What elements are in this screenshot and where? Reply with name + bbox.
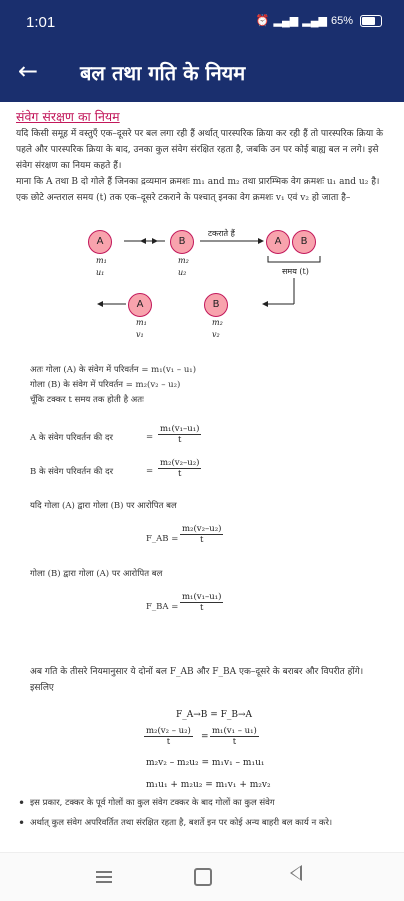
eq-right-num: m₁(v₁ – u₁) [212,726,257,736]
system-nav-bar [0,852,404,901]
eq-left-den: t [166,737,171,747]
arrow-b-head [140,238,146,244]
back-arrow-icon[interactable]: ← [18,57,39,85]
rate-b-fraction [158,458,201,479]
bullet-1: • इस प्रकार, टक्कर के पूर्व गोलों का कुल संवेग टक्कर के बाद गोलों का कुल संवेग [30,795,380,811]
fab-num: m₂(v₂–u₂) [182,524,222,534]
ball-a-collide: A [266,230,290,254]
label-u2: u₂ [178,268,187,277]
collision-diagram [0,220,404,450]
section-heading: संवेग संरक्षण का नियम [16,109,120,124]
battery-icon [360,15,382,27]
label-collide: टकराते हैं [208,229,235,238]
battery-percent: 65% [330,14,353,27]
rate-b-den: t [178,469,182,479]
paragraph-1: यदि किसी समूह में वस्तुएँ एक–दूसरे पर बल लगा रही हैं अर्थात् पारस्परिक क्रिया कर रही हैं तो पारस्परिक क्रिया के पहले और पारस्परिक क्रिया के बाद, उनका कुल संवेग संरक्षित रहता है, जबकि उन पर कोई बाह्य बल न लगे। इसे संवेग संरक्षण का नियम कहते हैं। [16,129,384,171]
eq-expanded: m₂v₂ – m₂u₂ = m₁v₁ – m₁u₁ [146,758,265,768]
page-title: बल तथा गति के नियम [80,61,246,85]
alarm-icon: ⏰ [255,15,270,27]
fab-fraction [180,524,223,545]
rate-a-label: A के संवेग परिवर्तन की दर [30,433,113,443]
ball-b-after: B [204,293,228,317]
label-time: समय (t) [282,267,309,276]
home-icon[interactable] [194,868,212,886]
recent-apps-icon[interactable] [96,871,112,886]
fba-den: t [200,603,204,613]
status-time: 1:01 [26,14,56,31]
rate-a-fraction [158,424,201,445]
rate-b-equals: = [146,466,154,476]
label-m1-after: m₁ [136,318,147,327]
content-area[interactable] [0,102,404,852]
eq-equals: = [201,732,209,742]
line-force-ba: गोला (B) द्वारा गोला (A) पर आरोपित बल [30,569,163,579]
status-bar [0,0,404,44]
eq-left-num: m₂(v₂ – u₂) [146,726,191,736]
signal2-icon: ▂▄▆ [302,15,327,27]
signal-icon: ▂▄▆ [273,15,299,27]
app-bar [0,44,404,102]
fab-den: t [200,535,204,545]
rate-a-equals: = [146,432,154,442]
left-line-head [262,301,268,307]
eq-left-fraction [144,726,193,747]
paragraph-2: माना कि A तथा B दो गोले हैं जिनका द्रव्यमान क्रमशः m₁ and m₂ तथा प्रारम्भिक वेग क्रमशः u₁ and u₂ है। एक छोटे अन्तराल समय (t) तक एक–दूसरे टकराने के पश्चात् इनका वेग क्रमशः v₁ एवं v₂ हो जाता है– [16,177,380,203]
label-m2-after: m₂ [212,318,223,327]
fab-label: F_AB = [146,534,179,544]
fba-num: m₁(v₁–u₁) [182,592,222,602]
line-force-ab: यदि गोला (A) द्वारा गोला (B) पर आरोपित बल [30,501,177,511]
label-m1: m₁ [96,256,107,265]
rate-b-label: B के संवेग परिवर्तन की दर [30,467,114,477]
line-collision-time: चूँकि टक्कर t समय तक होती है अतः [30,395,144,405]
time-bracket [268,256,320,262]
ball-a: A [88,230,112,254]
label-m2: m₂ [178,256,189,265]
label-v2: v₂ [212,330,220,339]
label-u1: u₁ [96,268,105,277]
eq-right-den: t [232,737,237,747]
arrow-v1-head [97,301,103,307]
line-momentum-b: गोला (B) के संवेग में परिवर्तन = m₂(v₂ – u₂) [30,380,181,390]
ball-b: B [170,230,194,254]
arrow-collide-head [258,238,264,244]
bullet-2: • अर्थात् कुल संवेग अपरिवर्तित तथा संरक्षित रहता है, बशर्ते इन पर कोई अन्य बाहरी बल कार्य न करे। [30,815,380,831]
line-third-law: अब गति के तीसरे नियमानुसार ये दोनों बल F_AB और F_BA एक–दूसरे के बराबर और विपरीत होंगे। इसलिए [30,667,364,693]
ball-b-collide: B [292,230,316,254]
rate-a-num: m₁(v₁–u₁) [160,424,200,434]
label-v1: v₁ [136,330,144,339]
eq-conservation: m₁u₁ + m₂u₂ = m₁v₁ + m₂v₂ [146,780,271,790]
line-momentum-a: अतः गोला (A) के संवेग में परिवर्तन = m₁(v₁ – u₁) [30,365,197,375]
eq-forces: F_A→B = F_B→A [176,710,253,720]
status-icons [256,14,382,27]
back-icon[interactable] [290,865,302,881]
rate-a-den: t [178,435,182,445]
fba-label: F_BA = [146,602,179,612]
eq-right-fraction [210,726,259,747]
ball-a-after: A [128,293,152,317]
fba-fraction [180,592,223,613]
rate-b-num: m₂(v₂–u₂) [160,458,200,468]
